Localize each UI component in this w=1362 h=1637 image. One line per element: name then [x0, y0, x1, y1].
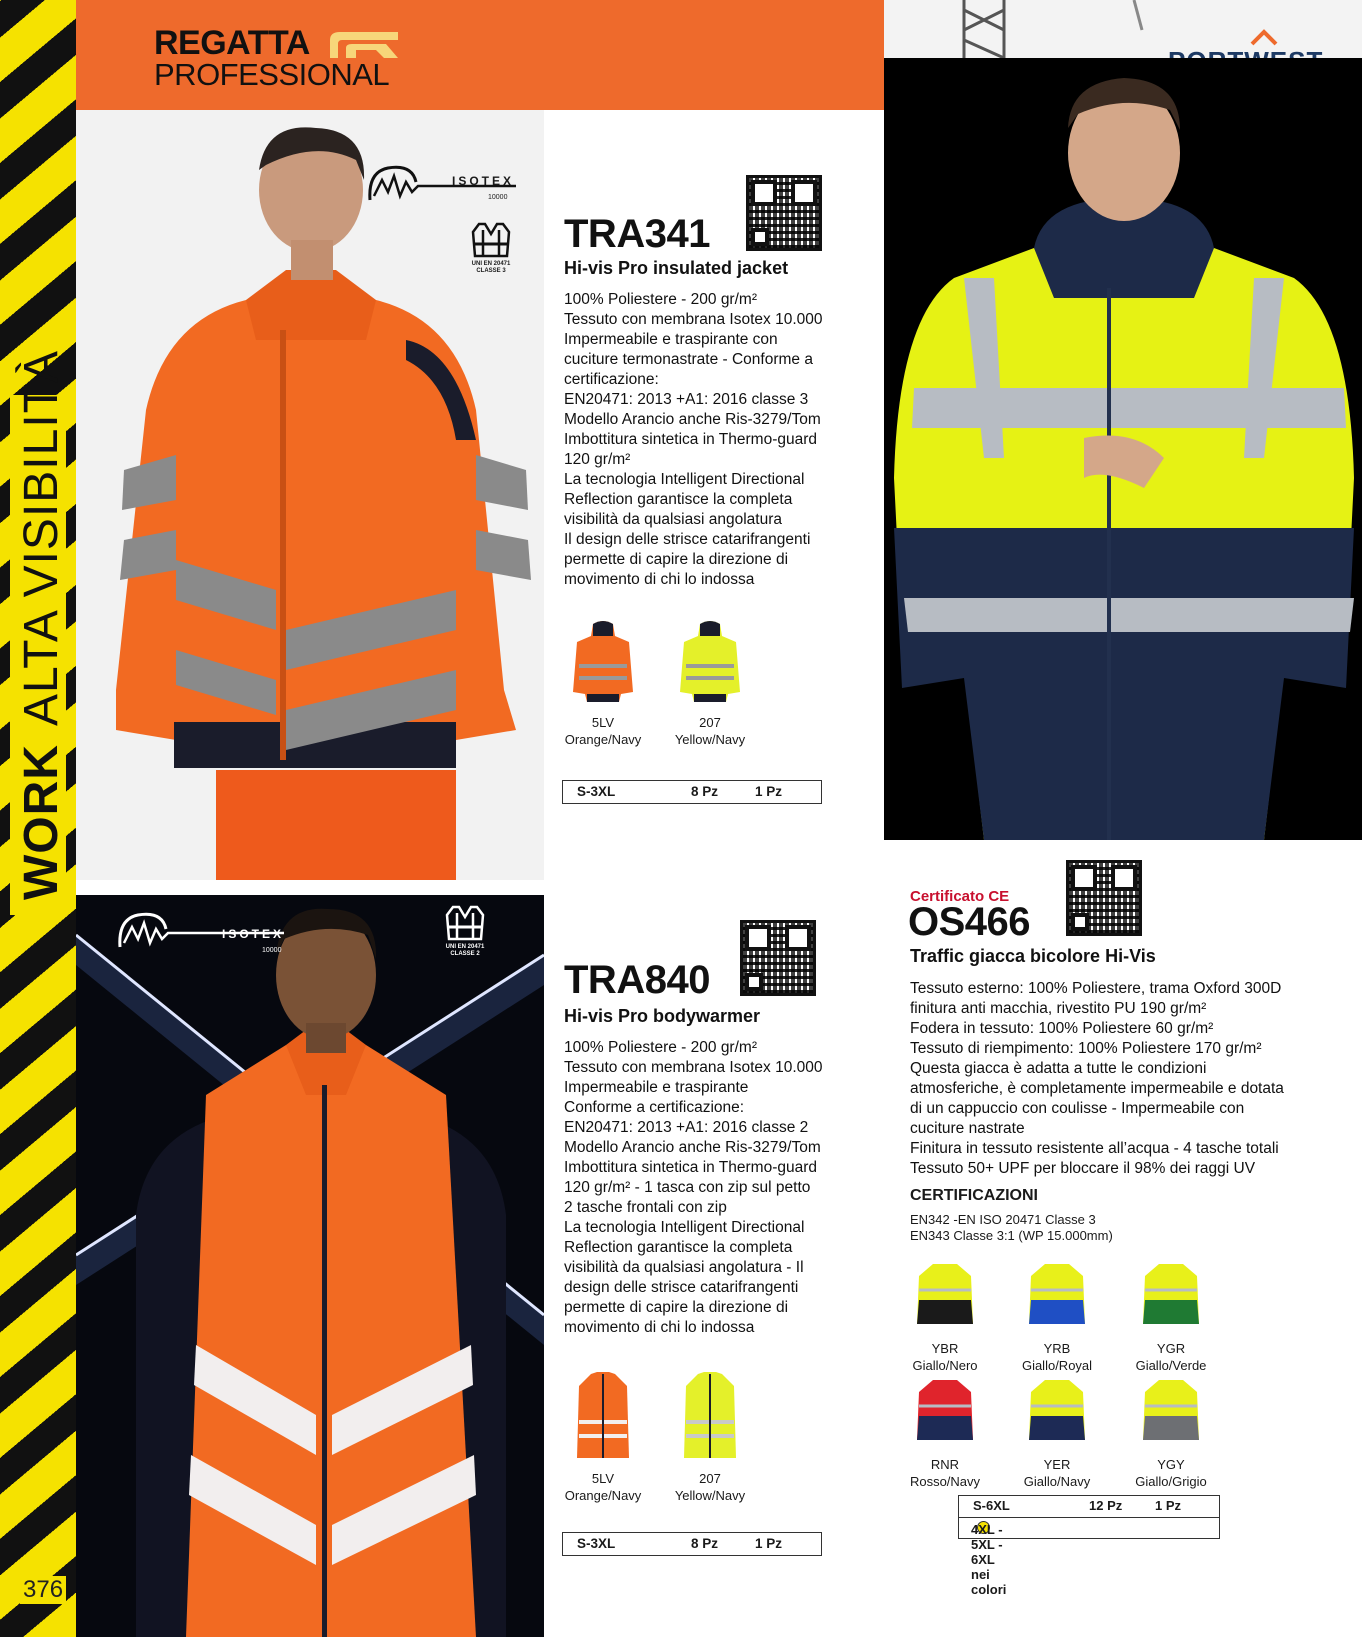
- os466-code: OS466: [908, 900, 1031, 944]
- tra840-color-207[interactable]: [655, 1372, 765, 1504]
- os466-min-qty: 1 Pz: [1155, 1498, 1182, 1513]
- orange-jacket-thumb-icon: [571, 620, 635, 704]
- os466-color-yer[interactable]: [1002, 1376, 1112, 1490]
- os466-color-ybr[interactable]: [890, 1260, 1000, 1374]
- os466-color-rnr-name: Rosso/Navy: [909, 1474, 981, 1489]
- yrb-jacket-thumb-icon: [1027, 1260, 1087, 1330]
- regatta-header: [76, 0, 884, 110]
- page-number: 376: [20, 1576, 66, 1604]
- tra840-color-207-code: 207: [699, 1471, 721, 1486]
- tra840-description: 100% Poliestere - 200 gr/m² Tessuto con membrana Isotex 10.000 Impermeabile e traspirante Conforme a certificazione: EN20471: 2013 +A1: 2016 classe 2 Modello Arancio anche Ris-3279/Tom Imbottitura sintetica in Thermo-guard 120 gr/m² - 1 tasca con zip sul petto 2 tasche frontali con zip La tecnologia Intelligent Directional Reflection garantisce la completa visibilità da qualsiasi angolatura - Il design delle strisce catarifrangenti permette di capire la direzione di movimento di chi lo indossa: [564, 1039, 823, 1336]
- tra341-description: 100% Poliestere - 200 gr/m² Tessuto con membrana Isotex 10.000 Impermeabile e traspirante con cuciture termonastrate - Conforme a certificazione: EN20471: 2013 +A1: 2016 classe 3 Modello Arancio anche Ris-3279/Tom Imbottitura sintetica in Thermo-guard 120 gr/m² La tecnologia Intelligent Directional Reflection garantisce la completa visibilità da qualsiasi angolatura Il design delle strisce catarifrangenti permette di capire la direzione di movimento di chi lo indossa: [564, 291, 823, 588]
- os466-description: Tessuto esterno: 100% Poliestere, trama Oxford 300D finitura anti macchia, rivestito PU 190 gr/m² Fodera in tessuto: 100% Poliestere 60 gr/m² Tessuto di riempimento: 100% Poliestere 170 gr/m² Questa giacca è adatta a tutte le condizioni atmosferiche, è completamente impermeabile e dotata di un cappuccio con coulisse - Impermeabile con cuciture nastrate Finitura in tessuto resistente all’acqua - 4 tasche totali Tessuto 50+ UPF per bloccare il 98% dei raggi UV: [910, 980, 1284, 1177]
- en20471-class3-text: UNI EN 20471 CLASSE 3: [471, 261, 511, 274]
- ygy-jacket-thumb-icon: [1141, 1376, 1201, 1446]
- rnr-jacket-thumb-icon: [915, 1376, 975, 1446]
- os466-color-ygr[interactable]: [1116, 1260, 1226, 1374]
- os466-color-rnr[interactable]: [890, 1376, 1000, 1490]
- os466-size-note-row: [959, 1517, 1219, 1597]
- os466-color-ygy[interactable]: [1116, 1376, 1226, 1490]
- os466-color-yer-code: YER: [1043, 1457, 1071, 1472]
- traffic-jacket-illustration: [884, 58, 1362, 840]
- os466-name: Traffic giacca bicolore Hi-Vis: [910, 946, 1156, 966]
- os466-cert-title: CERTIFICAZIONI: [910, 1187, 1038, 1204]
- yellow-jacket-thumb-icon: [678, 620, 742, 704]
- isotex-rating-tra840: 10000: [262, 947, 282, 954]
- os466-size-range: S-6XL: [973, 1498, 1010, 1513]
- os466-qr-code[interactable]: [1066, 860, 1142, 936]
- isotex-label-tra840: ISOTEX: [222, 927, 285, 941]
- tra341-code: TRA341: [564, 212, 710, 256]
- yellow-vest-thumb-icon: [682, 1372, 738, 1460]
- os466-color-ygr-name: Giallo/Verde: [1135, 1358, 1207, 1373]
- section-title-light: ALTA VISIBILITÀ: [15, 350, 68, 727]
- tra840-qr-code[interactable]: [740, 920, 816, 996]
- tra341-name: Hi-vis Pro insulated jacket: [564, 258, 789, 278]
- orange-bodywarmer-illustration: [76, 895, 544, 1637]
- os466-color-yer-name: Giallo/Navy: [1023, 1474, 1091, 1489]
- tra840-min-qty: 1 Pz: [755, 1536, 783, 1551]
- tra840-size-range: S-3XL: [577, 1536, 616, 1551]
- tra341-size-table: [562, 780, 822, 804]
- os466-color-ygy-name: Giallo/Grigio: [1135, 1474, 1207, 1489]
- safety-vest-icon: [471, 222, 511, 258]
- section-title: [14, 350, 69, 900]
- safety-vest-icon-white: [445, 905, 485, 941]
- tra341-min-qty: 1 Pz: [755, 784, 783, 799]
- tra341-size-range: S-3XL: [577, 784, 616, 799]
- os466-color-ybr-code: YBR: [931, 1341, 959, 1356]
- regatta-logo-line2: PROFESSIONAL: [154, 57, 390, 92]
- os466-certified-label: Certificato CE: [910, 888, 1010, 905]
- en20471-class3-badge: [466, 222, 516, 275]
- tra341-color-5lv[interactable]: [548, 620, 658, 748]
- yer-jacket-thumb-icon: [1027, 1376, 1087, 1446]
- en20471-class2-text: UNI EN 20471 CLASSE 2: [445, 944, 485, 957]
- os466-size-note: 4XL - 5XL - 6XL nei colori: [971, 1522, 1007, 1597]
- os466-color-ygr-code: YGR: [1156, 1341, 1186, 1356]
- os466-color-ygy-code: YGY: [1157, 1457, 1185, 1472]
- tra840-product-photo: [76, 895, 544, 1637]
- tra840-color-207-name: Yellow/Navy: [674, 1488, 746, 1503]
- os466-size-row: [959, 1496, 1219, 1517]
- tra341-qr-code[interactable]: [746, 175, 822, 251]
- portwest-chevron-icon: [1250, 28, 1278, 46]
- tra341-box-qty: 8 Pz: [691, 784, 719, 799]
- tra341-color-5lv-code: 5LV: [591, 715, 615, 730]
- orange-vest-thumb-icon: [575, 1372, 631, 1460]
- en20471-class2-badge: [438, 905, 492, 958]
- ybr-jacket-thumb-icon: [915, 1260, 975, 1330]
- tra341-color-207[interactable]: [655, 620, 765, 748]
- tra341-color-207-code: 207: [699, 715, 721, 730]
- os466-product-photo: [884, 58, 1362, 840]
- section-title-bold: WORK: [15, 744, 68, 900]
- tra341-color-207-name: Yellow/Navy: [674, 732, 746, 747]
- tra341-color-5lv-name: Orange/Navy: [564, 732, 642, 747]
- tra840-box-qty: 8 Pz: [691, 1536, 719, 1551]
- os466-color-yrb[interactable]: [1002, 1260, 1112, 1374]
- os466-color-ybr-name: Giallo/Nero: [912, 1358, 978, 1373]
- tra341-product-photo: [76, 110, 544, 880]
- regatta-logo-line1: REGATTA: [154, 24, 310, 62]
- tra840-size-table: [562, 1532, 822, 1556]
- tra840-color-5lv[interactable]: [548, 1372, 658, 1504]
- isotex-rating: 10000: [488, 194, 508, 201]
- os466-box-qty: 12 Pz: [1089, 1498, 1123, 1513]
- isotex-label: ISOTEX: [452, 174, 515, 188]
- regatta-swoosh-icon: [326, 28, 402, 64]
- tra840-color-5lv-code: 5LV: [591, 1471, 615, 1486]
- os466-cert-line2: EN343 Classe 3:1 (WP 15.000mm): [910, 1228, 1113, 1243]
- os466-color-yrb-code: YRB: [1043, 1341, 1071, 1356]
- tra840-code: TRA840: [564, 958, 710, 1002]
- tra840-name: Hi-vis Pro bodywarmer: [564, 1006, 761, 1026]
- os466-color-yrb-name: Giallo/Royal: [1021, 1358, 1093, 1373]
- ygr-jacket-thumb-icon: [1141, 1260, 1201, 1330]
- os466-cert-line1: EN342 -EN ISO 20471 Classe 3: [910, 1212, 1096, 1227]
- os466-color-rnr-code: RNR: [930, 1457, 960, 1472]
- tra840-color-5lv-name: Orange/Navy: [564, 1488, 642, 1503]
- os466-size-table: [958, 1495, 1220, 1597]
